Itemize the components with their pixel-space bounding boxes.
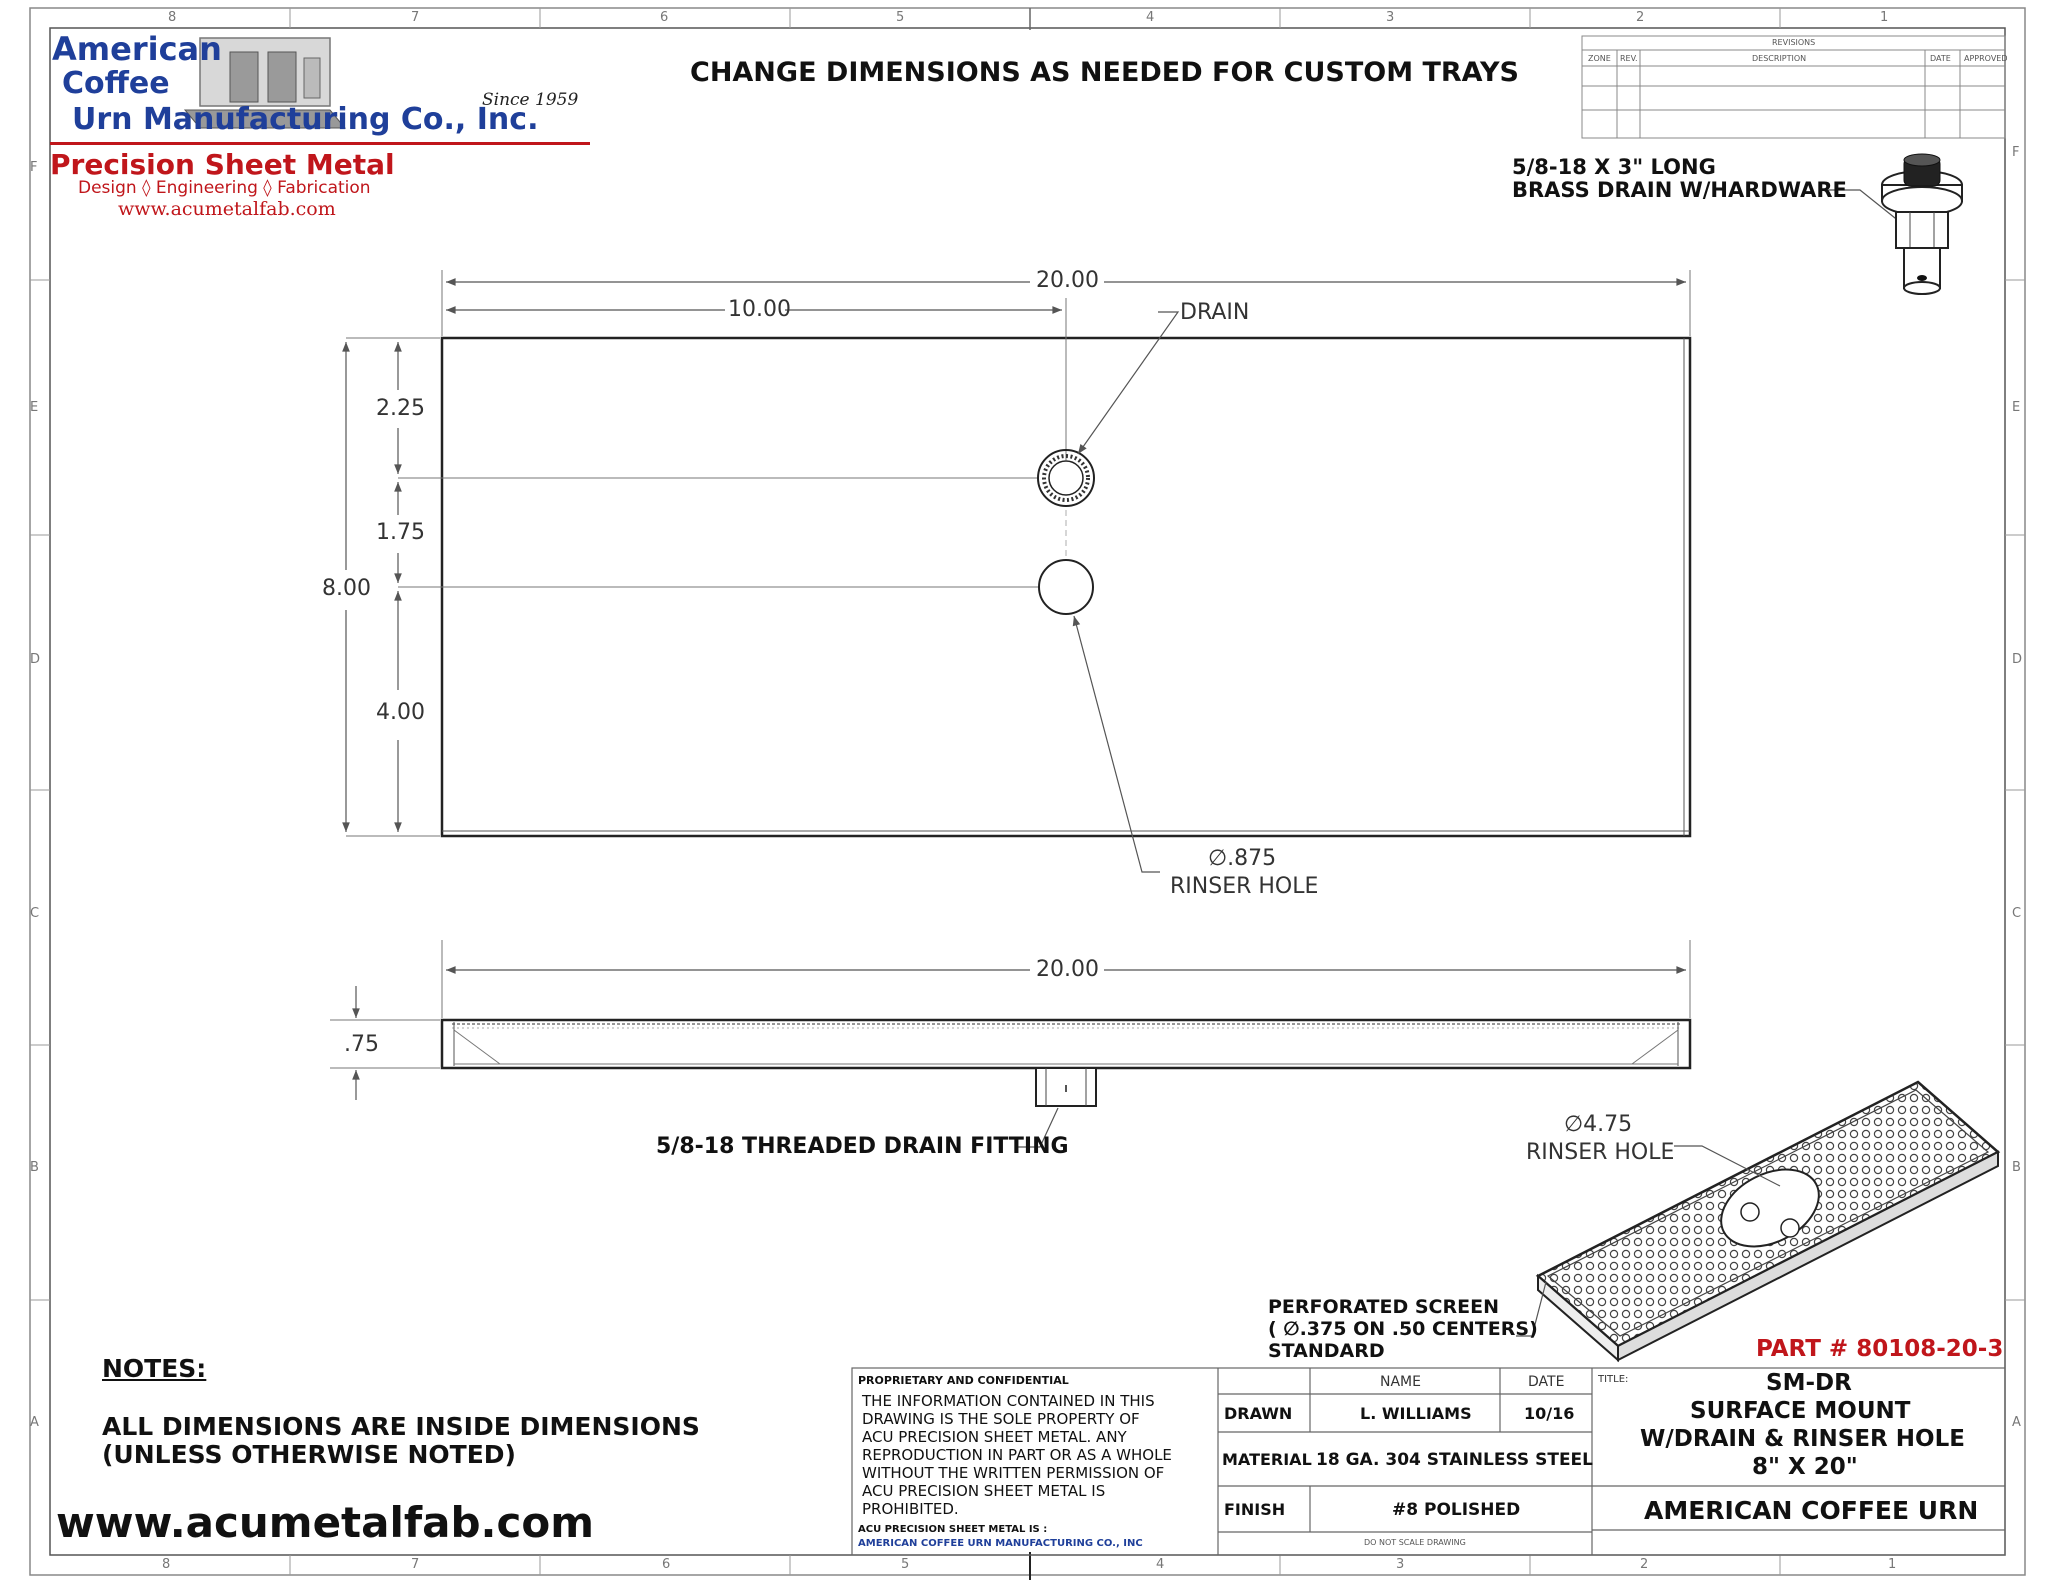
proprietary-line-2: DRAWING IS THE SOLE PROPERTY OF bbox=[862, 1410, 1140, 1428]
rev-col-rev: REV. bbox=[1620, 54, 1638, 63]
acu-is-line: ACU PRECISION SHEET METAL IS : bbox=[858, 1524, 1048, 1535]
logo-coffee: Coffee bbox=[62, 66, 170, 101]
zone-col-1: 1 bbox=[1880, 10, 1889, 25]
inner-border bbox=[50, 28, 2005, 1555]
material-label: MATERIAL bbox=[1222, 1450, 1312, 1469]
rinser-diameter: ∅.875 bbox=[1208, 846, 1277, 871]
part-number: PART # 80108-20-3 bbox=[1756, 1336, 2004, 1362]
screen-line1: PERFORATED SCREEN bbox=[1268, 1296, 1499, 1318]
proprietary-line-6: ACU PRECISION SHEET METAL IS bbox=[862, 1482, 1106, 1500]
outer-border bbox=[30, 8, 2025, 1575]
revisions-title: REVISIONS bbox=[1772, 38, 1816, 47]
zone-row-a: A bbox=[30, 1415, 39, 1430]
zone-row-d: D bbox=[30, 652, 41, 667]
do-not-scale: DO NOT SCALE DRAWING bbox=[1364, 1538, 1466, 1547]
zone-row-c: C bbox=[30, 906, 40, 921]
date-header: DATE bbox=[1528, 1374, 1565, 1390]
company-name: AMERICAN COFFEE URN bbox=[1644, 1496, 1979, 1525]
zone-col-6-bottom: 6 bbox=[662, 1557, 671, 1572]
screen-line3: STANDARD bbox=[1268, 1340, 1385, 1362]
zone-col-7: 7 bbox=[411, 10, 420, 25]
title-line4: 8" X 20" bbox=[1752, 1454, 1858, 1480]
top-view bbox=[346, 270, 1690, 872]
logo-website: www.acumetalfab.com bbox=[118, 198, 336, 220]
brass-drain-illustration bbox=[1826, 154, 1962, 294]
zone-row-e-right: E bbox=[2012, 400, 2021, 415]
logo-services: Design ◊ Engineering ◊ Fabrication bbox=[78, 178, 371, 198]
brass-drain-line2: BRASS DRAIN W/HARDWARE bbox=[1512, 178, 1847, 202]
dim-half-width: 10.00 bbox=[728, 297, 791, 322]
rev-col-zone: ZONE bbox=[1588, 54, 1611, 63]
screen-line2: ( ∅.375 ON .50 CENTERS) bbox=[1268, 1318, 1538, 1340]
zone-col-3-bottom: 3 bbox=[1396, 1557, 1405, 1572]
drawn-name: L. WILLIAMS bbox=[1360, 1404, 1472, 1423]
drain-label: DRAIN bbox=[1180, 300, 1250, 325]
zone-row-f-right: F bbox=[2012, 145, 2020, 160]
logo-since: Since 1959 bbox=[482, 90, 579, 110]
zone-row-d-right: D bbox=[2012, 652, 2023, 667]
dim-overall-depth: 8.00 bbox=[322, 576, 371, 601]
zone-row-b-right: B bbox=[2012, 1160, 2021, 1175]
logo-precision: Precision Sheet Metal bbox=[50, 148, 395, 181]
rinser-hole bbox=[1039, 560, 1093, 614]
proprietary-heading: PROPRIETARY AND CONFIDENTIAL bbox=[858, 1374, 1069, 1387]
zone-col-4: 4 bbox=[1146, 10, 1155, 25]
zone-col-8: 8 bbox=[168, 10, 177, 25]
zone-row-a-right: A bbox=[2012, 1415, 2021, 1430]
material-value: 18 GA. 304 STAINLESS STEEL bbox=[1316, 1450, 1593, 1470]
iso-rinser-label: RINSER HOLE bbox=[1526, 1140, 1675, 1165]
zone-col-1-bottom: 1 bbox=[1888, 1557, 1897, 1572]
zone-col-8-bottom: 8 bbox=[162, 1557, 171, 1572]
title-header: TITLE: bbox=[1598, 1374, 1629, 1385]
rinser-label: RINSER HOLE bbox=[1170, 874, 1319, 899]
logo-urn: Urn Manufacturing Co., Inc. bbox=[72, 102, 539, 137]
proprietary-line-5: WITHOUT THE WRITTEN PERMISSION OF bbox=[862, 1464, 1165, 1482]
name-header: NAME bbox=[1380, 1374, 1421, 1390]
title-line2: SURFACE MOUNT bbox=[1690, 1398, 1911, 1424]
revisions-table bbox=[1582, 36, 2005, 138]
zone-row-e: E bbox=[30, 400, 39, 415]
title-line3: W/DRAIN & RINSER HOLE bbox=[1640, 1426, 1965, 1452]
zone-row-c-right: C bbox=[2012, 906, 2022, 921]
drain-fitting-label: 5/8-18 THREADED DRAIN FITTING bbox=[656, 1134, 1069, 1159]
notes-heading: NOTES: bbox=[102, 1354, 207, 1383]
notes-line2: (UNLESS OTHERWISE NOTED) bbox=[102, 1440, 516, 1469]
title-line1: SM-DR bbox=[1766, 1370, 1852, 1396]
drawn-date: 10/16 bbox=[1524, 1404, 1575, 1423]
dim-rinser-to-bottom: 4.00 bbox=[376, 700, 425, 725]
main-heading: CHANGE DIMENSIONS AS NEEDED FOR CUSTOM TRAYS bbox=[690, 57, 1519, 88]
zone-col-5: 5 bbox=[896, 10, 905, 25]
logo-american: American bbox=[52, 30, 222, 68]
rev-col-approved: APPROVED bbox=[1964, 54, 2008, 63]
zone-col-3: 3 bbox=[1386, 10, 1395, 25]
dim-drain-to-rinser: 1.75 bbox=[376, 520, 425, 545]
proprietary-line-3: ACU PRECISION SHEET METAL. ANY bbox=[862, 1428, 1127, 1446]
tray-outline-side bbox=[442, 1020, 1690, 1068]
logo-underline bbox=[50, 142, 590, 145]
zone-ticks bbox=[30, 8, 2025, 1575]
side-view bbox=[330, 940, 1690, 1147]
rev-col-date: DATE bbox=[1930, 54, 1951, 63]
acu-company: AMERICAN COFFEE URN MANUFACTURING CO., INC bbox=[858, 1538, 1143, 1549]
proprietary-line-7: PROHIBITED. bbox=[862, 1500, 959, 1518]
footer-website[interactable]: www.acumetalfab.com bbox=[56, 1498, 595, 1547]
proprietary-line-4: REPRODUCTION IN PART OR AS A WHOLE bbox=[862, 1446, 1172, 1464]
zone-row-f: F bbox=[30, 160, 38, 175]
zone-col-2-bottom: 2 bbox=[1640, 1557, 1649, 1572]
drawn-label: DRAWN bbox=[1224, 1404, 1293, 1423]
brass-drain-line1: 5/8-18 X 3" LONG bbox=[1512, 155, 1716, 179]
zone-col-4-bottom: 4 bbox=[1156, 1557, 1165, 1572]
proprietary-line-1: THE INFORMATION CONTAINED IN THIS bbox=[862, 1392, 1155, 1410]
zone-col-7-bottom: 7 bbox=[411, 1557, 420, 1572]
notes-line1: ALL DIMENSIONS ARE INSIDE DIMENSIONS bbox=[102, 1412, 700, 1441]
dim-drain-from-top: 2.25 bbox=[376, 396, 425, 421]
finish-value: #8 POLISHED bbox=[1392, 1500, 1521, 1520]
rev-col-description: DESCRIPTION bbox=[1752, 54, 1807, 63]
dim-overall-width: 20.00 bbox=[1036, 268, 1099, 293]
side-dim-height: .75 bbox=[344, 1032, 379, 1057]
side-dim-width: 20.00 bbox=[1036, 957, 1099, 982]
zone-col-5-bottom: 5 bbox=[901, 1557, 910, 1572]
iso-rinser-diameter: ∅4.75 bbox=[1564, 1112, 1633, 1137]
finish-label: FINISH bbox=[1224, 1500, 1286, 1519]
zone-col-2: 2 bbox=[1636, 10, 1645, 25]
zone-row-b: B bbox=[30, 1160, 39, 1175]
zone-col-6: 6 bbox=[660, 10, 669, 25]
